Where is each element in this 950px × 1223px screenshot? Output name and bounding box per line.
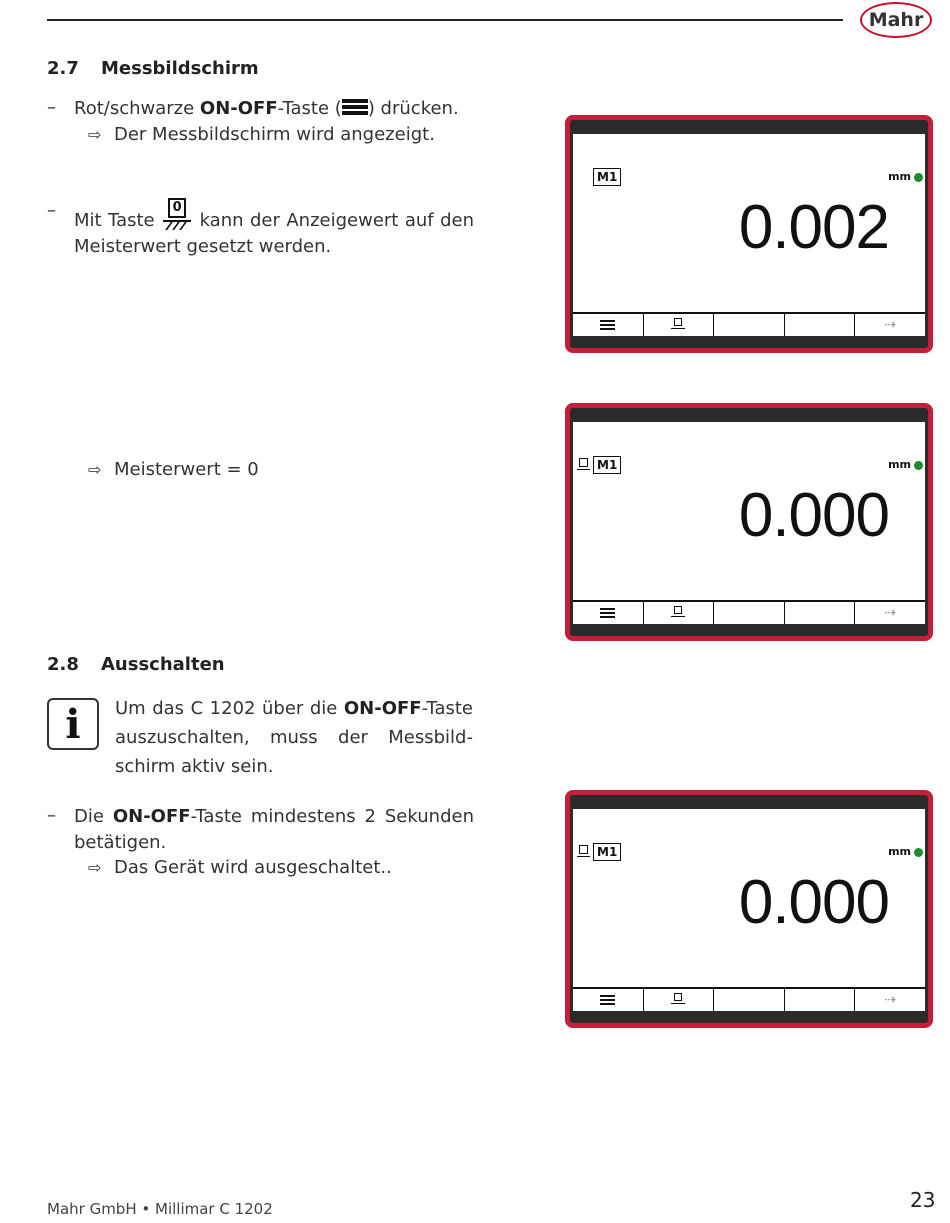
- section-heading-2-8: 2.8 Ausschalten: [47, 654, 225, 675]
- step-hold-onoff: Die ON-OFF-Taste mindestens 2 Sekunden betätigen.: [74, 806, 474, 853]
- step-press-onoff: Rot/schwarze ON-OFF-Taste ( ) drücken.: [74, 98, 459, 119]
- unit-label: mm: [888, 458, 911, 471]
- mahr-logo: Mahr: [860, 2, 932, 38]
- mode-badge: M1: [593, 843, 621, 861]
- step-zero-key: Mit Taste 0 kann der Anzeigewert auf den Meisterwert gesetzt werden.: [74, 200, 474, 257]
- result-arrow-icon: ⇨: [88, 858, 102, 877]
- result-arrow-icon: ⇨: [88, 460, 102, 479]
- disconnect-icon: ⇢: [884, 317, 897, 333]
- softkey-menu[interactable]: [573, 602, 644, 624]
- zero-indicator-icon: [577, 458, 591, 472]
- info-note: Um das C 1202 über die ON-OFF-Taste auszuschalten, muss der Messbildschirm aktiv sein.: [115, 698, 473, 777]
- dash-bullet: –: [47, 200, 56, 221]
- unit-label: mm: [888, 845, 911, 858]
- softkey-empty[interactable]: [785, 602, 856, 624]
- softkey-empty[interactable]: [714, 989, 785, 1011]
- status-led-icon: [914, 173, 923, 182]
- zero-set-icon: [671, 993, 685, 1007]
- softkey-empty[interactable]: [714, 314, 785, 336]
- softkey-connection[interactable]: [855, 602, 925, 624]
- softkey-empty[interactable]: [785, 989, 856, 1011]
- softkey-zero[interactable]: [644, 314, 715, 336]
- dash-bullet: –: [47, 97, 56, 118]
- footer-text: Mahr GmbH • Millimar C 1202: [47, 1200, 273, 1218]
- disconnect-icon: ⇢: [884, 605, 897, 621]
- measurement-value: 0.000: [738, 868, 889, 937]
- softkey-bar: [573, 312, 925, 336]
- result-arrow-icon: ⇨: [88, 125, 102, 144]
- device-display-2: [565, 403, 933, 641]
- softkey-connection[interactable]: [855, 989, 925, 1011]
- softkey-zero[interactable]: [644, 602, 715, 624]
- status-led-icon: [914, 848, 923, 857]
- measurement-value: 0.002: [738, 193, 889, 262]
- softkey-bar: [573, 600, 925, 624]
- page-number: 23: [910, 1188, 936, 1212]
- mode-badge: M1: [593, 456, 621, 474]
- zero-set-icon: 0: [161, 198, 193, 230]
- softkey-connection[interactable]: [855, 314, 925, 336]
- menu-icon: [342, 97, 368, 117]
- softkey-menu[interactable]: [573, 314, 644, 336]
- display-screen: [573, 422, 925, 624]
- result-device-off: ⇨ Das Gerät wird ausgeschaltet..: [88, 855, 392, 881]
- status-led-icon: [914, 461, 923, 470]
- result-master-zero: ⇨ Meisterwert = 0: [88, 457, 259, 483]
- info-icon: i: [47, 698, 99, 750]
- menu-icon: [600, 607, 615, 619]
- zero-set-icon: [671, 318, 685, 332]
- display-screen: [573, 134, 925, 336]
- mode-badge: M1: [593, 168, 621, 186]
- softkey-empty[interactable]: [785, 314, 856, 336]
- softkey-menu[interactable]: [573, 989, 644, 1011]
- softkey-bar: [573, 987, 925, 1011]
- display-screen: [573, 809, 925, 1011]
- zero-indicator-icon: [577, 845, 591, 859]
- section-heading-2-7: 2.7 Messbildschirm: [47, 58, 259, 79]
- device-display-3: [565, 790, 933, 1028]
- header-rule: [47, 19, 843, 21]
- menu-icon: [600, 994, 615, 1006]
- measurement-value: 0.000: [738, 481, 889, 550]
- zero-set-icon: [671, 606, 685, 620]
- device-display-1: [565, 115, 933, 353]
- softkey-empty[interactable]: [714, 602, 785, 624]
- result-screen-shown: ⇨ Der Messbildschirm wird angezeigt.: [88, 122, 435, 148]
- dash-bullet: –: [47, 805, 56, 826]
- softkey-zero[interactable]: [644, 989, 715, 1011]
- disconnect-icon: ⇢: [884, 992, 897, 1008]
- unit-label: mm: [888, 170, 911, 183]
- menu-icon: [600, 319, 615, 331]
